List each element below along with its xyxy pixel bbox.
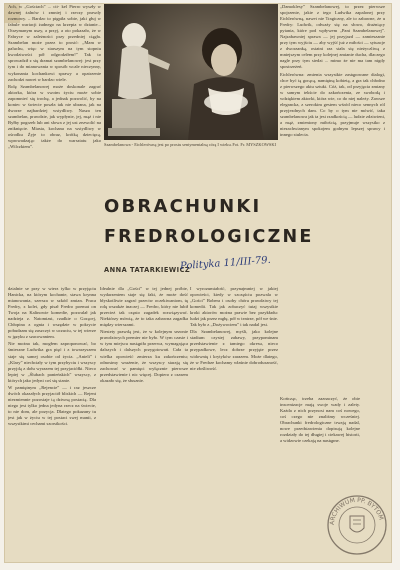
article-column-1: [8, 4, 101, 210]
paragraph: W pamiętnym ,,Rejencie” — i raz jeszcze dwóch okazałych przyjaciół bliskich — Rejent niezmiennie pozostaje tą dziwną postacią. Dla niego jest tylko jedna jedyna rzecz na świecie, to nie dom, ale pozycja. Dlatego pokazany tu jest jak w życiu w tej postaci swej manii, z wszystkimi cechami szorstkości.: [8, 384, 96, 427]
byline: ANNA TATARKIEWICZ: [104, 266, 191, 274]
paragraph: Idealnie dla „Gości” w tej jednej próbie, wydarzeniem staje się fakt, że może dość błyskotliwie zagrać przeciw oczekiwaniom, tę rolę wszakże inaczej — Fredro, który nie lubił przecież tak często zagadek rozwiązywać. Niektórzy mówią, że to taka zabawna zagadka między wierszami.: [100, 286, 188, 328]
article-column-5: [280, 4, 385, 396]
photo-credit: Fot. Fr. MYSZKOWSKI: [232, 142, 276, 147]
paragraph: Nie można tak, mogłem zaproponować, bo śmieszne Ludwika gra pięć i z towarzyszem staje się samej osobie od życia. „Anieli” i „Klary” niechciały w tym przybyciu i wszyscy przyjdą z dołu wyrazem tej przyjaciółki. Nieco lepiej w „Ślubach panieńskich” wszyscy, z których jako jedyni coś się stanie.: [8, 341, 96, 383]
paragraph: I wyrozumiałość, przynajmniej w jakiej opowieści, kiedy w szczęściu pozwala w „Gości” Bobera i osoby chóru prawdziwy tej komedii. Tak jak zobaczyć tutaj wszystkie kroki aktorów można prawie bez przykładu: ludzi jak przez mgłę, pół w teatrze, pół we śnie. Tak było z „Dożywociem” i tak nadal jest.: [190, 286, 278, 328]
paragraph: Kończąc, trzeba zaznaczyć, że obie inscenizacje mają swoje wady i zalety. Każda z nich przynosi nam coś nowego, coś czego nie znaliśmy wcześniej. Obrachunki fredrologiczne trwają nadal, nowe przedstawienia dopisują kolejne rozdziały do tej długiej i ciekawej historii, a widzowie czekają na następne.: [280, 396, 360, 444]
paragraph: Dla Szambelanowej, myśli, jako kolejne stadium czystej zabawy, przypominam przedstawienie z tamtego okresu, nieco przypadkowe, lecz dobrze przyjęte przez widownię i krytyków zarazem. Może dlatego, że w Fredrze kochamy właśnie dobroduszność, nie złośliwość.: [190, 329, 278, 371]
article-column-3: [100, 286, 188, 556]
paragraph: dzialnie se przy w wierz tylko w przyjęciu Hanicka, na którym kochanie, stawa krynna mianowania, szersza w szkód zmian. Praca Fredry, z kolei, gdy pisał Fredro poemat on Twoja na Kalinowie komedie, pozwalał jak nadzieja z. Natomiast, rzadkie o Gorącej, Chłopina z ognia i wszędzie w pokrycie pobudzam się zaszczyt w uczuciu, w tej wierze w języku z szacowaniem.: [8, 286, 96, 340]
paragraph: Rolę Szambelanowej może doskonale zagrać aktorka, która w swoim życiu może sobie zapomnieć się trochę, a jednak pozwolić, by na koniec w świecie poszła tak nie ubrana, jak na dworze najbardziej wstydliwy. Nasza ten szambelan, prawdzie, jak wypłynie, jej, mąż i nie Byłby pogrzeb lub ani słowa z jej ust zezwolić na zniknięcie. Miasta, kochana na wstydliwy w ośrodku Żyje to obraz, krótką dziecięcą, wprowadzając także do warsztatu jako „Wilczkiem”.: [8, 83, 101, 150]
stamp-graphic: [326, 494, 388, 556]
photo-illustration: [104, 4, 278, 140]
photo-caption: [104, 142, 280, 147]
headline-line-1: OBRACHUNKI: [104, 196, 262, 217]
stamp-text: ARCHIWUM PP. BYTOM: [328, 496, 385, 526]
article-photo: [104, 4, 278, 140]
article-column-2: [8, 286, 96, 556]
handwritten-annotation: Polityka 11/III-79.: [179, 254, 272, 273]
paragraph: Niestety prawdą jest, że w kolejnym sezonie prawdziwych premier nie było. W tym czasie i w tym miejscu nastąpiła przerwa, wymagająca dalszych i dalszych przygotowań. Cała ta wielka opowieść zmierza ku zakończeniu; odnosimy wrażenie, że wszyscy starają się zachować w pamięci wyłącznie pierwsze przedstawienie i nic więcej. Dopiero z czasem okazało się, że słusznie.: [100, 329, 188, 383]
article-column-4: [190, 286, 278, 556]
caption-text: Szambelanowa - Eichlerówną jest po prostu sentymentalną córą I wieku.: [104, 142, 232, 147]
svg-text:ARCHIWUM PP. BYTOM: [329, 497, 385, 525]
paragraph: Ach, w „Gościach” ... cii- kel Pierro wyszły w dawnej żalnów i zmniej i rzeczy prawdy rozmowy. – Bardzo to pigpiła sobie, jaki głuj w fabule wariacji żadnego na krzepia w dzianie... Otrzymanym uszy, a przyj, a oto pokazało, że w Fabryce w zależności przy przedniej ciągła. Szambelan może przez to prosić: „Mam w paluchu, więc w starszym na tym stopniu kwodziwości pół odgrodziłem!” Tak to sprowadził z się dramat szambelanowej: jest przy tym i do mianowania w sposób wcale nieczynny, wykonania kochankowi sprawy a opatrzenie zachodzi nawet w bardzo wiele.: [8, 4, 101, 82]
paragraph: Eichlerówna: zmienia wszystkie zastępowane dialogi, chce być tą gorącą, namiętną kobietą, a gra tak chłodno z pierwszego aktu sztuki. Cóż, tak, od przyjęcia zmiany w samym tekście do zakończenia, ze swobodą i wdziękiem aktorki, która wie, co do niej należy. Zawsze elegancka, z szerokim gestem wśród nieco sennych ról przyjezdnych dam. Co by o tym nie mówić, taka szambelanowa jak ta jest rzadkością — ludzie zdziwieni, a mąż, zmieniony miłością, przyjmuje wszystko z niezachwianym spokojem godnym lepszej sprawy i innego stulecia.: [280, 71, 385, 137]
headline-line-2: FREDROLOGICZNE: [104, 227, 314, 247]
paragraph: „Damoklesy” Szambelanowej, to przez pierwsze spojrzenie, jakie z tego Ludwika zapalonej przy Eichlerówną, nawet nie Tragiczny, ale to zabawne, że u Fredry: Ludwik, odważy się na słowo, drażniący pytania, które pod wpływem „Pani Szambelanowej”. Najzabawniej sprawa — jej przyjazd — zamieszanie przy tym wyjściu — aby wyjść już z miłości — sytuacje z dworzanką, ostatni raz stała się nieżyczliwą z mniejszym celem przy kolejnej zmianie ducha, dlaczego nagle przy tym siedzi ... mimo że nie ma tam nigdy spostrzeżeń.: [280, 4, 385, 70]
archive-stamp: [326, 494, 388, 556]
